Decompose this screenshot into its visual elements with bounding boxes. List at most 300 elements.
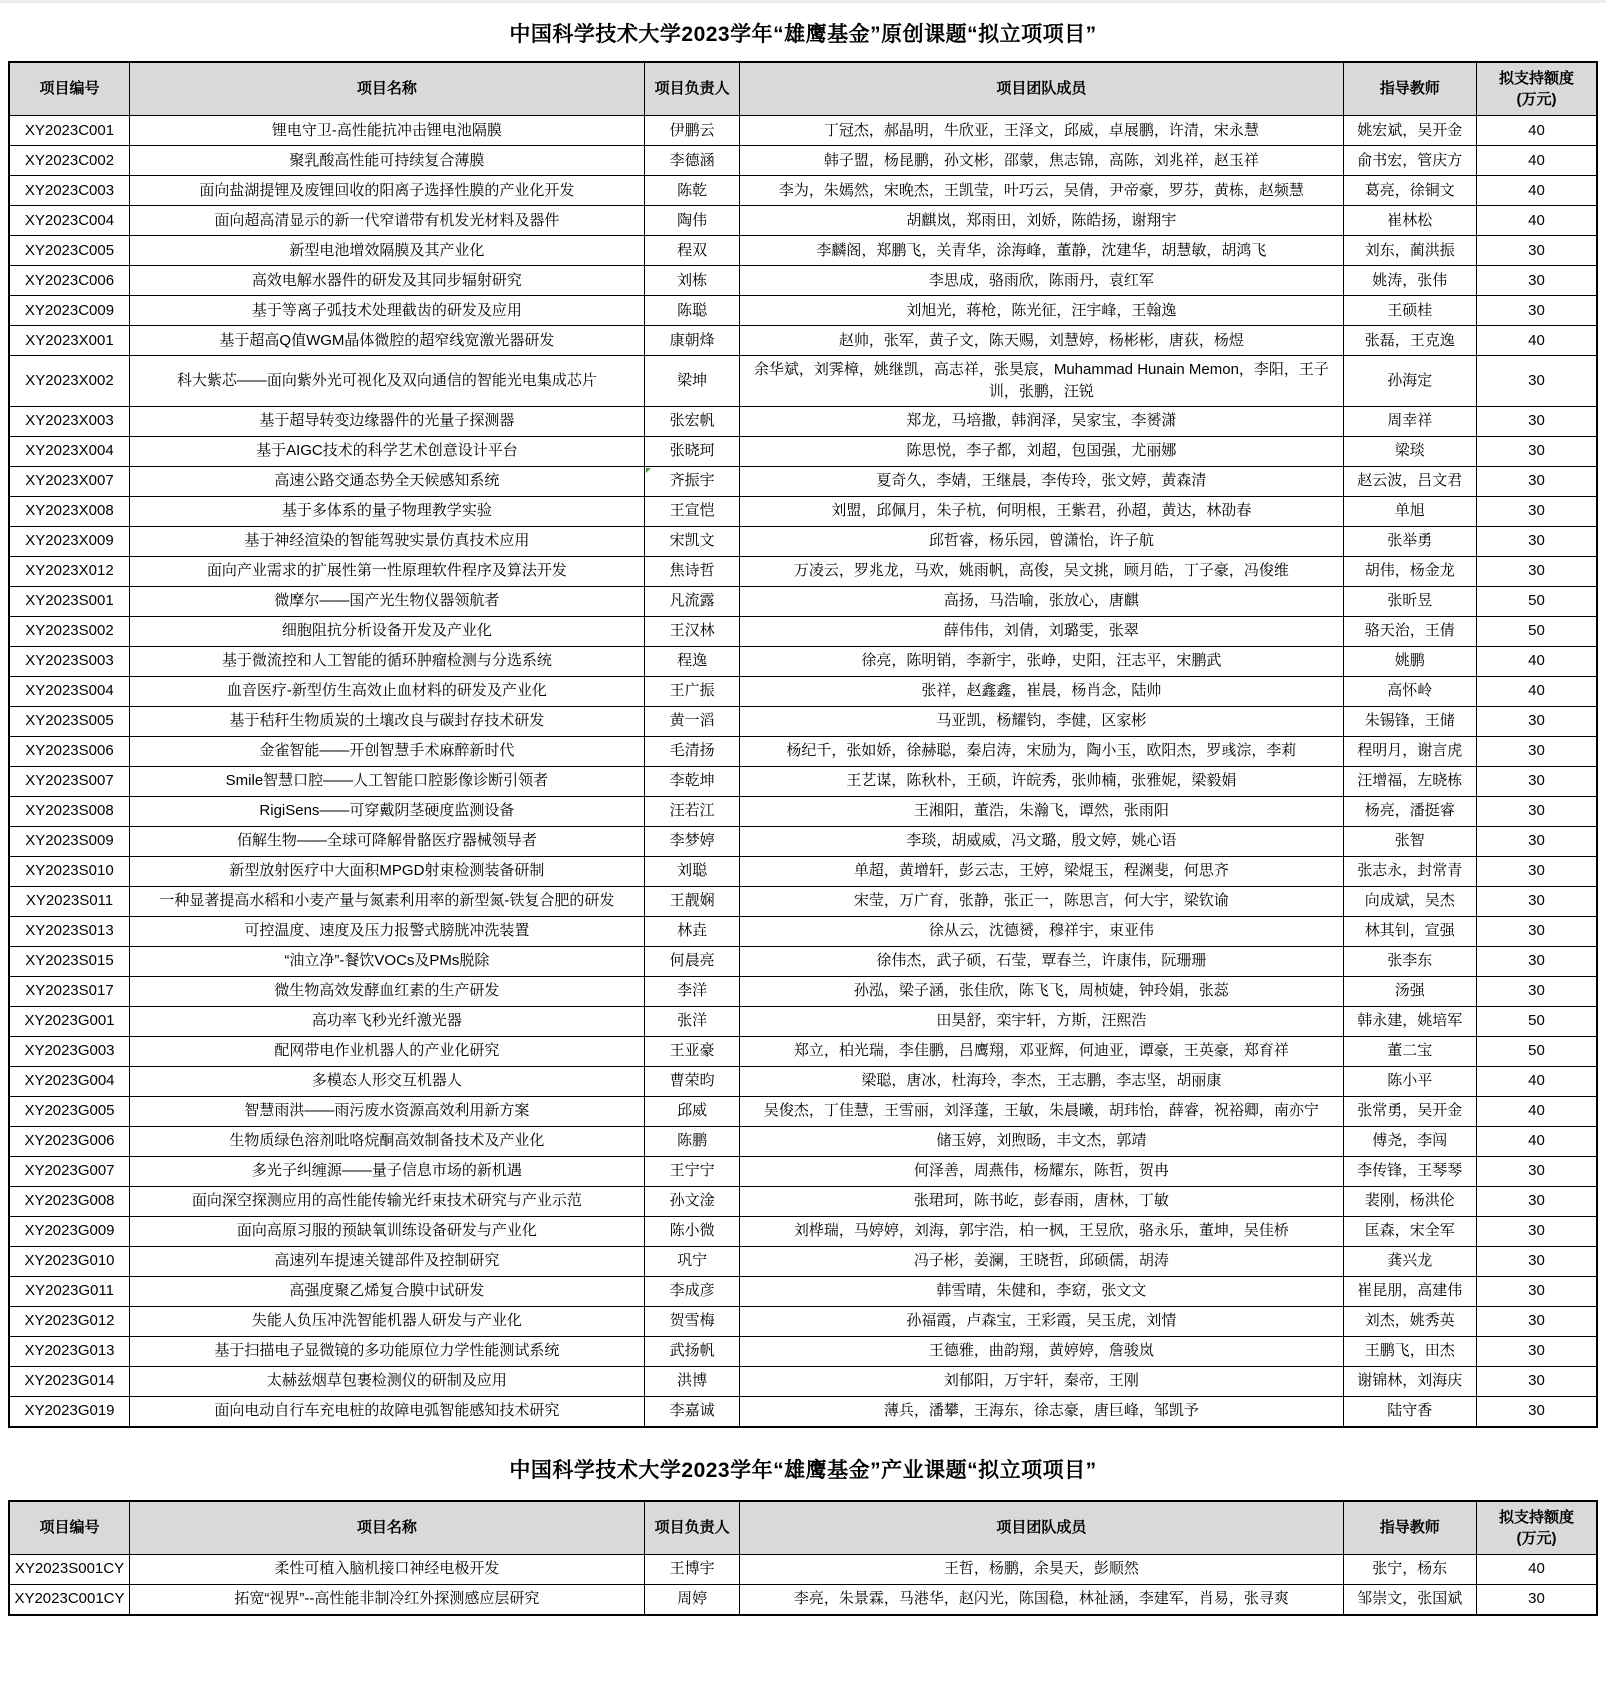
project-amount: 40: [1477, 146, 1597, 176]
project-team: 梁聪，唐冰，杜海玲，李杰，王志鹏，李志坚，胡丽康: [740, 1066, 1343, 1096]
table-row: [9, 466, 1597, 496]
project-advisor: 朱锡锋，王储: [1343, 706, 1477, 736]
project-name: 多光子纠缠源——量子信息市场的新机遇: [129, 1156, 644, 1186]
project-team: 李为，朱嫣然，宋晚杰，王凯莹，叶巧云，吴倩，尹帝豪，罗芬，黄栋，赵频慧: [740, 176, 1343, 206]
project-id: XY2023C009: [9, 296, 129, 326]
project-team: 何泽善，周燕伟，杨耀东，陈哲，贺冉: [740, 1156, 1343, 1186]
project-team: 郑立，柏光瑞，李佳鹏，吕鹰翔，邓亚辉，何迪亚，谭豪，王英豪，郑育祥: [740, 1036, 1343, 1066]
project-team: 刘郁阳，万宇轩，秦帝，王刚: [740, 1366, 1343, 1396]
project-id: XY2023G003: [9, 1036, 129, 1066]
project-id: XY2023C002: [9, 146, 129, 176]
col-header-amount-line1: 拟支持额度: [1499, 1508, 1575, 1526]
project-id: XY2023S001: [9, 586, 129, 616]
project-advisor: 汤强: [1343, 976, 1477, 1006]
project-name: 拓宽“视界”--高性能非制冷红外探测感应层研究: [129, 1584, 644, 1615]
table-row: [9, 556, 1597, 586]
project-leader: 林垚: [644, 916, 739, 946]
project-name: 科大紫芯——面向紫外光可视化及双向通信的智能光电集成芯片: [129, 356, 644, 407]
project-id: XY2023C005: [9, 236, 129, 266]
project-name: 基于AIGC技术的科学艺术创意设计平台: [129, 436, 644, 466]
project-id: XY2023S002: [9, 616, 129, 646]
table-row: [9, 1554, 1597, 1584]
project-team: 刘桦瑞，马婷婷，刘海，郭宇浩，柏一枫，王昱欣，骆永乐，董坤，吴佳桥: [740, 1216, 1343, 1246]
project-team: 胡麒岚，郑雨田，刘娇，陈皓扬，谢翔宇: [740, 206, 1343, 236]
table-row: [9, 526, 1597, 556]
project-id: XY2023G001: [9, 1006, 129, 1036]
project-name: 多模态人形交互机器人: [129, 1066, 644, 1096]
project-amount: 30: [1477, 466, 1597, 496]
project-id: XY2023X012: [9, 556, 129, 586]
project-amount: 40: [1477, 646, 1597, 676]
project-team: 冯子彬，姜澜，王晓哲，邱硕儒，胡涛: [740, 1246, 1343, 1276]
project-id: XY2023X009: [9, 526, 129, 556]
project-name: 基于秸秆生物质炭的土壤改良与碳封存技术研发: [129, 706, 644, 736]
project-name: 高速公路交通态势全天候感知系统: [129, 466, 644, 496]
project-team: 徐伟杰，武子硕，石莹，覃春兰，许康伟，阮珊珊: [740, 946, 1343, 976]
project-name: 金雀智能——开创智慧手术麻醉新时代: [129, 736, 644, 766]
project-id: XY2023S011: [9, 886, 129, 916]
project-amount: 50: [1477, 586, 1597, 616]
project-id: XY2023S006: [9, 736, 129, 766]
project-amount: 30: [1477, 436, 1597, 466]
project-advisor: 葛亮，徐铜文: [1343, 176, 1477, 206]
project-amount: 50: [1477, 616, 1597, 646]
project-advisor: 张昕昱: [1343, 586, 1477, 616]
project-amount: 40: [1477, 1554, 1597, 1584]
project-advisor: 李传锋，王琴琴: [1343, 1156, 1477, 1186]
project-amount: 30: [1477, 1156, 1597, 1186]
project-id: XY2023C001CY: [9, 1584, 129, 1615]
project-team: 高扬，马浩喻，张放心，唐麒: [740, 586, 1343, 616]
project-leader: 王汉林: [644, 616, 739, 646]
project-leader: 武扬帆: [644, 1336, 739, 1366]
project-amount: 40: [1477, 326, 1597, 356]
project-amount: 30: [1477, 976, 1597, 1006]
project-id: XY2023G011: [9, 1276, 129, 1306]
project-amount: 30: [1477, 736, 1597, 766]
project-id: XY2023G009: [9, 1216, 129, 1246]
table-row: [9, 146, 1597, 176]
project-name: 基于等离子弧技术处理截齿的研发及应用: [129, 296, 644, 326]
project-leader: 毛清扬: [644, 736, 739, 766]
project-team: 邱哲睿，杨乐园，曾潇怡，许子航: [740, 526, 1343, 556]
table-row: [9, 436, 1597, 466]
project-amount: 30: [1477, 946, 1597, 976]
project-advisor: 孙海定: [1343, 356, 1477, 407]
project-amount: 30: [1477, 826, 1597, 856]
col-header-project-id: 项目编号: [9, 1501, 129, 1555]
project-team: 刘旭光，蒋枪，陈光征，汪宇峰，王翰逸: [740, 296, 1343, 326]
project-advisor: 龚兴龙: [1343, 1246, 1477, 1276]
project-team: 万凌云，罗兆龙，马欢，姚雨帆，高俊，吴文挑，顾月皓，丁子豪，冯俊维: [740, 556, 1343, 586]
table-row: [9, 266, 1597, 296]
project-leader: 齐振宇: [644, 466, 739, 496]
table-row: [9, 1126, 1597, 1156]
project-amount: 30: [1477, 1246, 1597, 1276]
project-team: 田昊舒，栾宇轩，方斯，汪熙浩: [740, 1006, 1343, 1036]
project-id: XY2023G008: [9, 1186, 129, 1216]
project-team: 韩子盟，杨昆鹏，孙文彬，邵蒙，焦志锦，高陈，刘兆祥，赵玉祥: [740, 146, 1343, 176]
project-advisor: 张宁，杨东: [1343, 1554, 1477, 1584]
project-name: 基于多体系的量子物理教学实验: [129, 496, 644, 526]
project-name: 微生物高效发酵血红素的生产研发: [129, 976, 644, 1006]
project-id: XY2023G012: [9, 1306, 129, 1336]
project-leader: 伊鹏云: [644, 116, 739, 146]
table-row: [9, 976, 1597, 1006]
table-row: [9, 1156, 1597, 1186]
project-id: XY2023G019: [9, 1396, 129, 1427]
project-advisor: 韩永建，姚培军: [1343, 1006, 1477, 1036]
project-amount: 30: [1477, 1336, 1597, 1366]
table-row: [9, 206, 1597, 236]
project-advisor: 张智: [1343, 826, 1477, 856]
col-header-amount-line1: 拟支持额度: [1499, 70, 1575, 87]
project-team: 薛伟伟，刘倩，刘璐雯，张翠: [740, 616, 1343, 646]
project-team: 郑龙，马培撒，韩润泽，吴家宝，李赟潇: [740, 406, 1343, 436]
project-advisor: 姚鹏: [1343, 646, 1477, 676]
project-team: 储玉婷，刘煦旸，丰文杰，郭靖: [740, 1126, 1343, 1156]
project-team: 吴俊杰，丁佳慧，王雪丽，刘泽蓬，王敏，朱晨曦，胡玮怡，薛睿，祝裕卿，南亦宁: [740, 1096, 1343, 1126]
project-team: 张祥，赵鑫鑫，崔晨，杨肖念，陆帅: [740, 676, 1343, 706]
project-amount: 40: [1477, 676, 1597, 706]
project-advisor: 崔昆朋，高建伟: [1343, 1276, 1477, 1306]
table-row: [9, 886, 1597, 916]
col-header-project-leader: 项目负责人: [644, 62, 739, 116]
document-title-industry: 中国科学技术大学2023学年“雄鹰基金”产业课题“拟立项项目”: [509, 1458, 1097, 1482]
table-row: [9, 766, 1597, 796]
project-leader: 汪若江: [644, 796, 739, 826]
table-row: [9, 1336, 1597, 1366]
project-name: 微摩尔——国产光生物仪器领航者: [129, 586, 644, 616]
project-name: 血音医疗-新型仿生高效止血材料的研发及产业化: [129, 676, 644, 706]
project-name: 面向深空探测应用的高性能传输光纤束技术研究与产业示范: [129, 1186, 644, 1216]
project-amount: 30: [1477, 356, 1597, 407]
project-leader: 王广振: [644, 676, 739, 706]
table-row: [9, 856, 1597, 886]
table-row: [9, 1396, 1597, 1427]
project-team: 孙泓，梁子涵，张佳欣，陈飞飞，周桢婕，钟玲娟，张蕊: [740, 976, 1343, 1006]
project-leader: 刘栋: [644, 266, 739, 296]
industry-projects-table: [8, 1500, 1598, 1616]
table-row: [9, 1006, 1597, 1036]
project-team: 韩雪晴，朱健和，李窈，张文文: [740, 1276, 1343, 1306]
table-row: [9, 176, 1597, 206]
project-advisor: 周幸祥: [1343, 406, 1477, 436]
project-name: 高强度聚乙烯复合膜中试研发: [129, 1276, 644, 1306]
project-name: 面向电动自行车充电桩的故障电弧智能感知技术研究: [129, 1396, 644, 1427]
project-leader: 李成彦: [644, 1276, 739, 1306]
project-team: 余华斌，刘霁樟，姚继凯，高志祥，张昊宸，Muhammad Hunain Memon，李阳，王子训，张鹏，汪锐: [740, 356, 1343, 407]
project-team: 李亮，朱景霖，马港华，赵闪光，陈国稳，林祉涵，李建军，肖易，张寻爽: [740, 1584, 1343, 1615]
project-advisor: 张志永，封常青: [1343, 856, 1477, 886]
project-leader: 陈小微: [644, 1216, 739, 1246]
project-team: 王湘阳，董浩，朱瀚飞，谭然，张雨阳: [740, 796, 1343, 826]
project-name: 面向高原习服的预缺氧训练设备研发与产业化: [129, 1216, 644, 1246]
project-amount: 40: [1477, 1126, 1597, 1156]
table-row: [9, 676, 1597, 706]
project-name: 柔性可植入脑机接口神经电极开发: [129, 1554, 644, 1584]
project-name: 聚乳酸高性能可持续复合薄膜: [129, 146, 644, 176]
project-team: 薄兵，潘攀，王海东，徐志豪，唐巨峰，邹凯予: [740, 1396, 1343, 1427]
project-amount: 30: [1477, 406, 1597, 436]
project-leader: 陶伟: [644, 206, 739, 236]
project-advisor: 骆天治，王倩: [1343, 616, 1477, 646]
project-name: 配网带电作业机器人的产业化研究: [129, 1036, 644, 1066]
project-leader: 宋凯文: [644, 526, 739, 556]
project-team: 杨纪千，张如娇，徐赫聪，秦启涛，宋励为，陶小玉，欧阳杰，罗彧淙，李莉: [740, 736, 1343, 766]
header-row: [9, 62, 1597, 116]
table-row: [9, 1584, 1597, 1615]
project-amount: 30: [1477, 856, 1597, 886]
table-row: [9, 616, 1597, 646]
project-advisor: 匡森，宋全军: [1343, 1216, 1477, 1246]
project-name: 锂电守卫-高性能抗冲击锂电池隔膜: [129, 116, 644, 146]
project-leader: 王靓娴: [644, 886, 739, 916]
project-name: 高功率飞秒光纤激光器: [129, 1006, 644, 1036]
project-leader: 李洋: [644, 976, 739, 1006]
project-leader: 梁坤: [644, 356, 739, 407]
project-team: 宋莹，万广育，张静，张正一，陈思言，何大宇，梁钦谕: [740, 886, 1343, 916]
project-leader: 何晨亮: [644, 946, 739, 976]
project-id: XY2023C004: [9, 206, 129, 236]
project-advisor: 俞书宏，管庆方: [1343, 146, 1477, 176]
project-amount: 40: [1477, 116, 1597, 146]
project-id: XY2023S017: [9, 976, 129, 1006]
col-header-amount-line2: (万元): [1516, 91, 1557, 108]
table-row: [9, 496, 1597, 526]
table-row: [9, 116, 1597, 146]
project-id: XY2023G010: [9, 1246, 129, 1276]
project-advisor: 傅尧，李闯: [1343, 1126, 1477, 1156]
project-id: XY2023S005: [9, 706, 129, 736]
project-advisor: 赵云波，吕文君: [1343, 466, 1477, 496]
table-row: [9, 736, 1597, 766]
project-advisor: 程明月，谢言虎: [1343, 736, 1477, 766]
project-advisor: 姚宏斌，吴开金: [1343, 116, 1477, 146]
project-name: 失能人负压冲洗智能机器人研发与产业化: [129, 1306, 644, 1336]
project-id: XY2023X002: [9, 356, 129, 407]
project-id: XY2023G005: [9, 1096, 129, 1126]
project-leader: 贺雪梅: [644, 1306, 739, 1336]
project-id: XY2023X008: [9, 496, 129, 526]
project-leader: 李德涵: [644, 146, 739, 176]
table-row: [9, 796, 1597, 826]
project-leader: 王宣恺: [644, 496, 739, 526]
project-id: XY2023X003: [9, 406, 129, 436]
project-id: XY2023S003: [9, 646, 129, 676]
table-row: [9, 356, 1597, 407]
project-advisor: 单旭: [1343, 496, 1477, 526]
col-header-project-name: 项目名称: [129, 1501, 644, 1555]
project-leader: 陈聪: [644, 296, 739, 326]
project-name: Smile智慧口腔——人工智能口腔影像诊断引领者: [129, 766, 644, 796]
project-leader: 黄一滔: [644, 706, 739, 736]
project-amount: 40: [1477, 1096, 1597, 1126]
project-name: 一种显著提高水稻和小麦产量与氮素利用率的新型氮-铁复合肥的研发: [129, 886, 644, 916]
project-advisor: 王硕桂: [1343, 296, 1477, 326]
table-row: [9, 916, 1597, 946]
table-row: [9, 1246, 1597, 1276]
project-team: 刘盟，邱佩月，朱子杭，何明根，王紫君，孙超，黄达，林劭春: [740, 496, 1343, 526]
project-leader: 程逸: [644, 646, 739, 676]
project-advisor: 裴刚，杨洪伦: [1343, 1186, 1477, 1216]
project-amount: 40: [1477, 176, 1597, 206]
project-team: 夏奇久，李婧，王继晨，李传玲，张文婷，黄森清: [740, 466, 1343, 496]
project-name: 基于神经渲染的智能驾驶实景仿真技术应用: [129, 526, 644, 556]
project-id: XY2023S015: [9, 946, 129, 976]
project-amount: 30: [1477, 236, 1597, 266]
project-amount: 50: [1477, 1006, 1597, 1036]
table-row: [9, 946, 1597, 976]
table-row: [9, 1186, 1597, 1216]
project-name: 面向超高清显示的新一代窄谱带有机发光材料及器件: [129, 206, 644, 236]
project-name: 高速列车提速关键部件及控制研究: [129, 1246, 644, 1276]
cell-comment-flag-icon: [646, 468, 651, 473]
project-team: 孙福霞，卢森宝，王彩霞，吴玉虎，刘情: [740, 1306, 1343, 1336]
original-projects-table: [8, 61, 1598, 1428]
project-amount: 30: [1477, 706, 1597, 736]
col-header-project-leader: 项目负责人: [644, 1501, 739, 1555]
table-row: [9, 296, 1597, 326]
project-leader: 焦诗哲: [644, 556, 739, 586]
project-amount: 30: [1477, 496, 1597, 526]
project-team: 赵帅，张军，黄子文，陈天赐，刘慧婷，杨彬彬，唐荻，杨煜: [740, 326, 1343, 356]
project-name: 生物质绿色溶剂吡咯烷酮高效制备技术及产业化: [129, 1126, 644, 1156]
project-leader: 王博宇: [644, 1554, 739, 1584]
project-advisor: 姚涛，张伟: [1343, 266, 1477, 296]
project-team: 张珺珂，陈书屹，彭春雨，唐林，丁敏: [740, 1186, 1343, 1216]
project-name: 基于扫描电子显微镜的多功能原位力学性能测试系统: [129, 1336, 644, 1366]
table-row: [9, 1306, 1597, 1336]
table-row: [9, 1096, 1597, 1126]
project-name: 基于超高Q值WGM晶体微腔的超窄线宽激光器研发: [129, 326, 644, 356]
project-amount: 30: [1477, 1276, 1597, 1306]
project-amount: 30: [1477, 1396, 1597, 1427]
project-team: 马亚凯，杨耀钧，李健，区家彬: [740, 706, 1343, 736]
project-team: 李琰，胡威威，冯文璐，殷文婷，姚心语: [740, 826, 1343, 856]
project-advisor: 高怀岭: [1343, 676, 1477, 706]
project-advisor: 林其钊，宣强: [1343, 916, 1477, 946]
project-name: 智慧雨洪——雨污废水资源高效利用新方案: [129, 1096, 644, 1126]
table-row: [9, 706, 1597, 736]
project-advisor: 杨亮，潘挺睿: [1343, 796, 1477, 826]
project-team: 李思成，骆雨欣，陈雨丹，袁红军: [740, 266, 1343, 296]
project-advisor: 刘东，蔺洪振: [1343, 236, 1477, 266]
project-id: XY2023G004: [9, 1066, 129, 1096]
table-row: [9, 826, 1597, 856]
project-team: 单超，黄增轩，彭云志，王婷，梁焜玉，程渊斐，何思齐: [740, 856, 1343, 886]
project-leader: 张宏帆: [644, 406, 739, 436]
table-row: [9, 1366, 1597, 1396]
project-team: 王德雅，曲韵翔，黄婷婷，詹骏岚: [740, 1336, 1343, 1366]
project-name: “油立净”-餐饮VOCs及PMs脱除: [129, 946, 644, 976]
project-id: XY2023G007: [9, 1156, 129, 1186]
project-id: XY2023S007: [9, 766, 129, 796]
project-leader: 李乾坤: [644, 766, 739, 796]
table-row: [9, 236, 1597, 266]
project-leader: 张洋: [644, 1006, 739, 1036]
project-name: 细胞阻抗分析设备开发及产业化: [129, 616, 644, 646]
project-team: 李麟阁，郑鹏飞，关青华，涂海峰，董静，沈建华，胡慧敏，胡鸿飞: [740, 236, 1343, 266]
project-id: XY2023G014: [9, 1366, 129, 1396]
project-advisor: 张李东: [1343, 946, 1477, 976]
project-advisor: 陆守香: [1343, 1396, 1477, 1427]
project-leader: 李梦婷: [644, 826, 739, 856]
project-leader: 李嘉诚: [644, 1396, 739, 1427]
project-id: XY2023G013: [9, 1336, 129, 1366]
project-advisor: 梁琰: [1343, 436, 1477, 466]
project-name: 新型放射医疗中大面积MPGD射束检测装备研制: [129, 856, 644, 886]
project-id: XY2023S010: [9, 856, 129, 886]
project-leader: 周婷: [644, 1584, 739, 1615]
table-row: [9, 646, 1597, 676]
project-amount: 30: [1477, 886, 1597, 916]
project-leader: 康朝烽: [644, 326, 739, 356]
col-header-project-id: 项目编号: [9, 62, 129, 116]
project-id: XY2023X001: [9, 326, 129, 356]
project-advisor: 刘杰，姚秀英: [1343, 1306, 1477, 1336]
project-name: 高效电解水器件的研发及其同步辐射研究: [129, 266, 644, 296]
project-amount: 30: [1477, 796, 1597, 826]
project-amount: 30: [1477, 1584, 1597, 1615]
header-row: [9, 1501, 1597, 1555]
col-header-project-team: 项目团队成员: [740, 1501, 1343, 1555]
project-id: XY2023X007: [9, 466, 129, 496]
project-advisor: 邹崇文，张国斌: [1343, 1584, 1477, 1615]
project-id: XY2023C001: [9, 116, 129, 146]
project-team: 陈思悦，李子都，刘超，包国强，尤丽娜: [740, 436, 1343, 466]
project-amount: 30: [1477, 916, 1597, 946]
project-amount: 30: [1477, 266, 1597, 296]
project-leader: 王宁宁: [644, 1156, 739, 1186]
project-leader: 凡流露: [644, 586, 739, 616]
project-name: 新型电池增效隔膜及其产业化: [129, 236, 644, 266]
col-header-project-team: 项目团队成员: [740, 62, 1343, 116]
project-leader: 张晓珂: [644, 436, 739, 466]
col-header-amount: [1477, 1501, 1597, 1555]
project-leader: 程双: [644, 236, 739, 266]
project-name: RigiSens——可穿戴阴茎硬度监测设备: [129, 796, 644, 826]
project-name: 面向盐湖提锂及废锂回收的阳离子选择性膜的产业化开发: [129, 176, 644, 206]
col-header-project-advisor: 指导教师: [1343, 1501, 1477, 1555]
table-row: [9, 586, 1597, 616]
document-title-original: 中国科学技术大学2023学年“雄鹰基金”原创课题“拟立项项目”: [509, 23, 1097, 46]
project-id: XY2023S008: [9, 796, 129, 826]
col-header-project-advisor: 指导教师: [1343, 62, 1477, 116]
project-leader: 刘聪: [644, 856, 739, 886]
project-id: XY2023S004: [9, 676, 129, 706]
project-amount: 30: [1477, 766, 1597, 796]
table-row: [9, 1216, 1597, 1246]
project-leader: 邱威: [644, 1096, 739, 1126]
project-leader: 王亚豪: [644, 1036, 739, 1066]
project-id: XY2023G006: [9, 1126, 129, 1156]
table-row: [9, 1036, 1597, 1066]
project-team: 王艺谋，陈秋朴，王硕，许皖秀，张帅楠，张雅妮，梁毅娟: [740, 766, 1343, 796]
project-leader: 洪博: [644, 1366, 739, 1396]
project-amount: 50: [1477, 1036, 1597, 1066]
project-team: 王哲，杨鹏，余昊天，彭顺然: [740, 1554, 1343, 1584]
project-advisor: 张举勇: [1343, 526, 1477, 556]
project-team: 丁冠杰，郝晶明，牛欣亚，王泽文，邱威，卓展鹏，许清，宋永慧: [740, 116, 1343, 146]
project-amount: 30: [1477, 1366, 1597, 1396]
project-advisor: 向成斌，吴杰: [1343, 886, 1477, 916]
project-amount: 30: [1477, 1306, 1597, 1336]
project-amount: 30: [1477, 296, 1597, 326]
project-team: 徐亮，陈明销，李新宇，张峥，史阳，汪志平，宋鹏武: [740, 646, 1343, 676]
col-header-amount-line2: (万元): [1516, 1529, 1557, 1547]
project-advisor: 谢锦林，刘海庆: [1343, 1366, 1477, 1396]
